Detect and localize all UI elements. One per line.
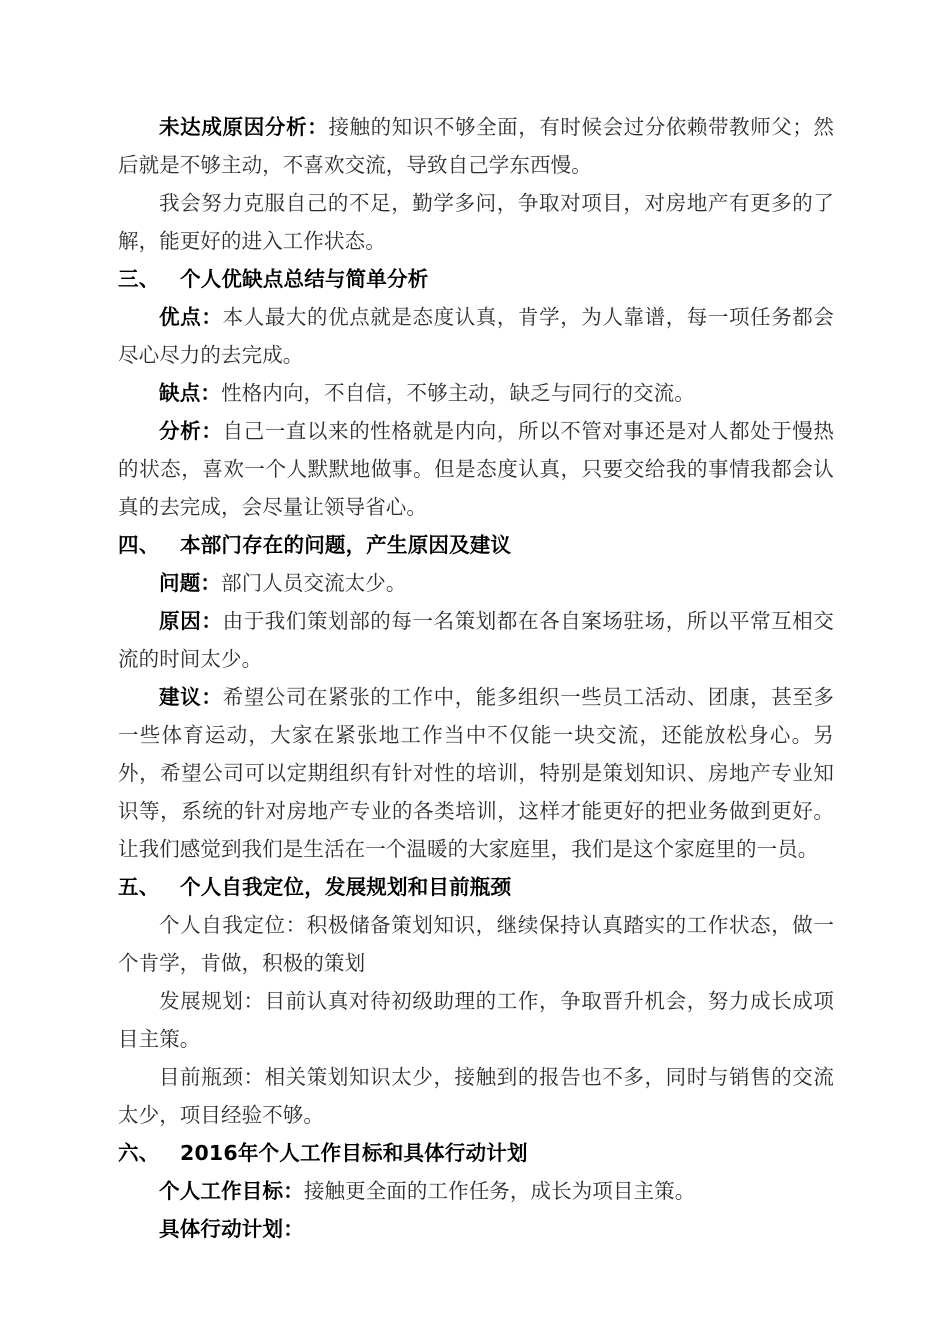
section-heading-number: 六、: [118, 1141, 160, 1165]
paragraph-text: 希望公司在紧张的工作中，能多组织一些员工活动、团康，甚至多一些体育运动，大家在紧张地工作当中不仅能一块交流，还能放松身心。另外，希望公司可以定期组织有针对性的培训，特别是策划知识、房地产专业知识等，系统的针对房地产专业的各类培训，这样才能更好的把业务做到更好。让我们感觉到我们是生活在一个温暖的大家庭里，我们是这个家庭里的一员。: [118, 685, 834, 861]
body-paragraph: [118, 298, 834, 374]
body-paragraph: [118, 602, 834, 678]
paragraph-label: 缺点：: [159, 381, 222, 405]
paragraph-text: 本人最大的优点就是态度认真，肯学，为人靠谱，每一项任务都会尽心尽力的去完成。: [118, 305, 834, 367]
body-paragraph: [118, 1210, 834, 1248]
section-heading-title: 个人自我定位，发展规划和目前瓶颈: [180, 875, 512, 899]
paragraph-label: 分析：: [159, 419, 223, 443]
paragraph-label: 发展规划：: [159, 989, 265, 1013]
paragraph-text: 性格内向，不自信，不够主动，缺乏与同行的交流。: [221, 381, 695, 405]
paragraph-label: 问题：: [159, 571, 222, 595]
body-paragraph: [118, 1172, 834, 1210]
paragraph-text: 目前认真对待初级助理的工作，争取晋升机会，努力成长成项目主策。: [118, 989, 835, 1051]
paragraph-label: 具体行动计划：: [159, 1217, 304, 1241]
section-heading: [118, 1134, 834, 1172]
section-heading: [118, 260, 834, 298]
paragraph-text: 接触的知识不够全面，有时候会过分依赖带教师父；然后就是不够主动，不喜欢交流，导致自己学东西慢。: [118, 115, 834, 177]
section-heading-number: 五、: [118, 875, 160, 899]
document-body: [118, 108, 834, 1248]
section-heading-title: 个人优缺点总结与简单分析: [180, 267, 429, 291]
paragraph-text: 由于我们策划部的每一名策划都在各自案场驻场，所以平常互相交流的时间太少。: [118, 609, 834, 671]
section-heading-number: 三、: [118, 267, 160, 291]
paragraph-text: 相关策划知识太少，接触到的报告也不多，同时与销售的交流太少，项目经验不够。: [118, 1065, 835, 1127]
paragraph-text: 自己一直以来的性格就是内向，所以不管对事还是对人都处于慢热的状态，喜欢一个人默默地做事。但是态度认真，只要交给我的事情我都会认真的去完成，会尽量让领导省心。: [118, 419, 834, 519]
body-paragraph: [118, 412, 834, 526]
paragraph-text: 积极储备策划知识，继续保持认真踏实的工作状态，做一个肯学，肯做，积极的策划: [118, 913, 835, 975]
paragraph-label: 未达成原因分析：: [159, 115, 329, 139]
body-paragraph: [118, 906, 834, 982]
paragraph-label: 优点：: [159, 305, 223, 329]
paragraph-text: 接触更全面的工作任务，成长为项目主策。: [303, 1179, 696, 1203]
body-paragraph: [118, 1058, 834, 1134]
body-paragraph: [118, 184, 834, 260]
paragraph-label: 原因：: [159, 609, 223, 633]
section-heading: [118, 868, 834, 906]
body-paragraph: [118, 374, 834, 412]
body-paragraph: [118, 564, 834, 602]
body-paragraph: [118, 678, 834, 868]
paragraph-label: 建议：: [159, 685, 223, 709]
section-heading: [118, 526, 834, 564]
paragraph-text: 部门人员交流太少。: [221, 571, 407, 595]
section-heading-title: 2016年个人工作目标和具体行动计划: [180, 1141, 528, 1165]
paragraph-text: 我会努力克服自己的不足，勤学多问，争取对项目，对房地产有更多的了解，能更好的进入工作状态。: [118, 191, 834, 253]
paragraph-label: 目前瓶颈：: [159, 1065, 265, 1089]
section-heading-title: 本部门存在的问题，产生原因及建议: [180, 533, 512, 557]
paragraph-label: 个人自我定位：: [159, 913, 307, 937]
section-heading-number: 四、: [118, 533, 160, 557]
body-paragraph: [118, 108, 834, 184]
body-paragraph: [118, 982, 834, 1058]
paragraph-label: 个人工作目标：: [159, 1179, 304, 1203]
